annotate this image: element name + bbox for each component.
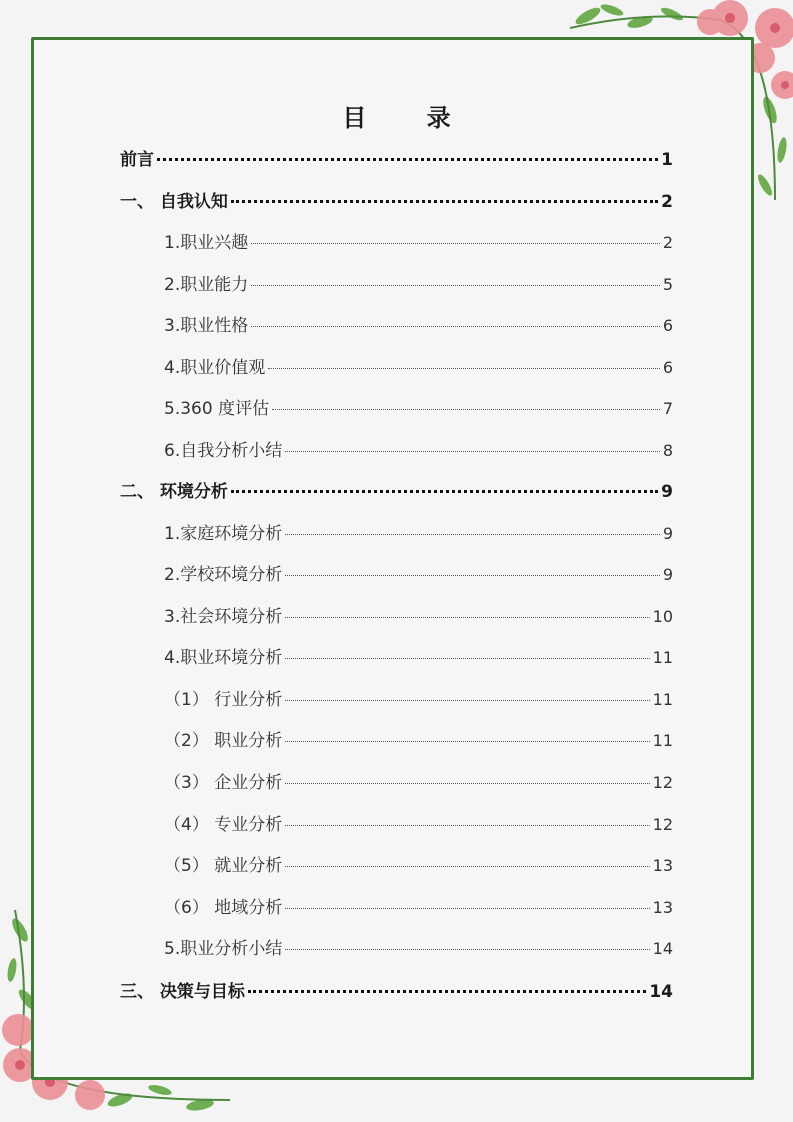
toc-entry[interactable] bbox=[164, 231, 673, 255]
toc-entry-label: （5） 就业分析 bbox=[164, 856, 283, 876]
toc-entry-page: 9 bbox=[662, 565, 673, 584]
toc-entry-page: 2 bbox=[661, 192, 673, 212]
toc-entry[interactable] bbox=[164, 563, 673, 587]
toc-entry-label: 5.职业分析小结 bbox=[164, 939, 283, 959]
toc-entry-page: 11 bbox=[652, 690, 673, 709]
toc-entry-page: 12 bbox=[652, 815, 673, 834]
toc-entry-label: 1.家庭环境分析 bbox=[164, 524, 283, 544]
toc-entry[interactable] bbox=[164, 813, 673, 837]
dot-leader bbox=[285, 574, 660, 576]
toc-entry-label: 4.职业价值观 bbox=[164, 358, 266, 378]
toc-entry[interactable] bbox=[164, 937, 673, 961]
dot-leader bbox=[251, 325, 660, 327]
dot-leader bbox=[285, 740, 649, 742]
dot-leader bbox=[285, 782, 649, 784]
toc-entry-page: 9 bbox=[661, 482, 673, 502]
toc-entry-label: （3） 企业分析 bbox=[164, 773, 283, 793]
toc-entry-label: 4.职业环境分析 bbox=[164, 648, 283, 668]
dot-leader bbox=[157, 157, 658, 161]
toc-entry-page: 10 bbox=[652, 607, 673, 626]
toc-entry[interactable] bbox=[164, 605, 673, 629]
toc-entry[interactable] bbox=[164, 896, 673, 920]
toc-entry[interactable] bbox=[164, 688, 673, 712]
toc-entry-label: 前言 bbox=[120, 150, 154, 170]
dot-leader bbox=[285, 533, 660, 535]
toc-entry-page: 7 bbox=[662, 399, 673, 418]
toc-entry-page: 14 bbox=[652, 939, 673, 958]
toc-entry-page: 11 bbox=[652, 648, 673, 667]
dot-leader bbox=[231, 489, 658, 493]
toc-entry[interactable] bbox=[164, 646, 673, 670]
toc-entry-preface[interactable] bbox=[120, 148, 673, 172]
dot-leader bbox=[231, 199, 658, 203]
toc-title: 目 录 bbox=[342, 104, 477, 132]
toc-entry[interactable] bbox=[164, 314, 673, 338]
toc-entry-label: 3.社会环境分析 bbox=[164, 607, 283, 627]
toc-entry-page: 5 bbox=[662, 275, 673, 294]
toc-entry-decisions-goals[interactable] bbox=[120, 980, 673, 1004]
toc-entry-label: （2） 职业分析 bbox=[164, 731, 283, 751]
toc-entry[interactable] bbox=[164, 729, 673, 753]
toc-entry-environment-analysis[interactable] bbox=[120, 480, 673, 504]
dot-leader bbox=[285, 616, 649, 618]
dot-leader bbox=[251, 284, 660, 286]
toc-entry[interactable] bbox=[164, 439, 673, 463]
toc-entry-page: 9 bbox=[662, 524, 673, 543]
toc-entry-label: 1.职业兴趣 bbox=[164, 233, 249, 253]
toc-entry-page: 8 bbox=[662, 441, 673, 460]
toc-entry-label: 2.职业能力 bbox=[164, 275, 249, 295]
dot-leader bbox=[285, 907, 649, 909]
toc-entry-page: 13 bbox=[652, 856, 673, 875]
toc-entry[interactable] bbox=[164, 397, 673, 421]
toc-entry-page: 6 bbox=[662, 316, 673, 335]
dot-leader bbox=[285, 450, 660, 452]
dot-leader bbox=[248, 989, 646, 993]
toc-entry[interactable] bbox=[164, 522, 673, 546]
dot-leader bbox=[285, 824, 649, 826]
dot-leader bbox=[285, 948, 649, 950]
toc-entry-label: 三、 决策与目标 bbox=[120, 982, 245, 1002]
toc-entry-label: （6） 地域分析 bbox=[164, 898, 283, 918]
toc-entry-page: 1 bbox=[661, 150, 673, 170]
toc-entry-page: 14 bbox=[649, 982, 673, 1002]
toc-entry-label: （4） 专业分析 bbox=[164, 815, 283, 835]
dot-leader bbox=[285, 865, 649, 867]
dot-leader bbox=[272, 408, 660, 410]
dot-leader bbox=[268, 367, 660, 369]
toc-entry-label: 3.职业性格 bbox=[164, 316, 249, 336]
toc-entry[interactable] bbox=[164, 771, 673, 795]
toc-entry-page: 6 bbox=[662, 358, 673, 377]
dot-leader bbox=[285, 699, 649, 701]
toc-entry-label: 一、 自我认知 bbox=[120, 192, 228, 212]
dot-leader bbox=[251, 242, 660, 244]
toc-entry[interactable] bbox=[164, 854, 673, 878]
toc-entry-label: 二、 环境分析 bbox=[120, 482, 228, 502]
toc-entry[interactable] bbox=[164, 356, 673, 380]
dot-leader bbox=[285, 657, 649, 659]
toc-entry[interactable] bbox=[164, 273, 673, 297]
toc-entry-page: 2 bbox=[662, 233, 673, 252]
toc-entry-self-awareness[interactable] bbox=[120, 190, 673, 214]
toc-entry-label: （1） 行业分析 bbox=[164, 690, 283, 710]
toc-entry-label: 6.自我分析小结 bbox=[164, 441, 283, 461]
toc-entry-page: 13 bbox=[652, 898, 673, 917]
toc-entry-page: 12 bbox=[652, 773, 673, 792]
toc-entry-label: 5.360 度评估 bbox=[164, 399, 270, 419]
toc-entry-label: 2.学校环境分析 bbox=[164, 565, 283, 585]
toc-entry-page: 11 bbox=[652, 731, 673, 750]
